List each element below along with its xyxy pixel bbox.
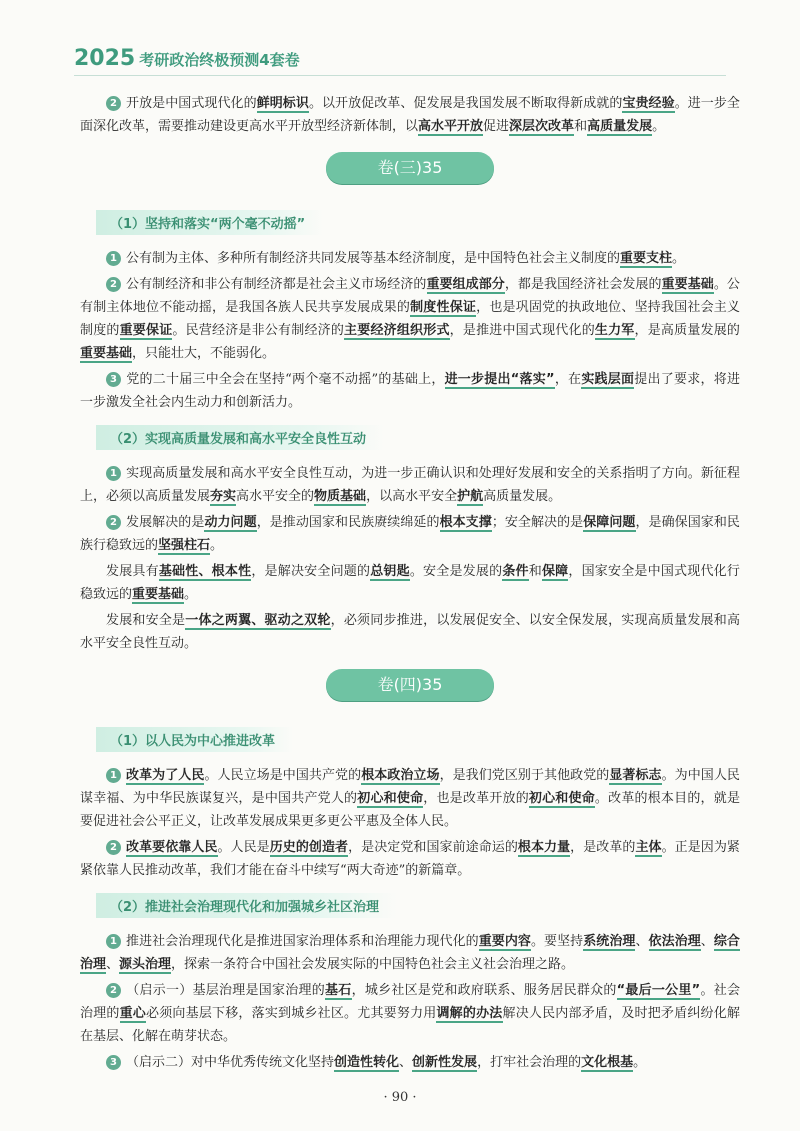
text-run: 。公有制主体地位不能动摇，是我国各族人民共享发展成果的 (80, 277, 740, 315)
keyword-highlight: 保障 (541, 564, 569, 579)
text-run: 。以开放促改革、促发展是我国发展不断取得新成就的 (308, 96, 623, 111)
keyword-highlight: 改革为了人民 (126, 768, 205, 783)
text-run: 和 (574, 119, 588, 134)
text-run: ，是推动国家和民族赓续绵延的 (256, 515, 440, 530)
keyword-highlight: 综合治理 (80, 934, 740, 972)
keyword-highlight: 创造性转化 (334, 1055, 400, 1070)
keyword-highlight: 主要经济组织形式 (344, 323, 450, 338)
text-run: 提出了要求，将进一步激发全社会内生动力和创新活力。 (80, 372, 740, 410)
keyword-highlight: 动力问题 (204, 515, 257, 530)
text-run: 。人民立场是中国共产党的 (204, 768, 362, 783)
text-run: 高质量发展。 (483, 489, 562, 504)
text-run: 、 (399, 1055, 413, 1070)
keyword-highlight: 根本力量 (517, 840, 571, 855)
text-run: 。正是因为紧紧依靠人民推动改革，我们才能在奋斗中续写“两大奇迹”的新篇章。 (80, 840, 740, 878)
paragraph (80, 979, 740, 1048)
keyword-highlight: 系统治理 (583, 934, 636, 949)
paragraph (80, 836, 740, 882)
keyword-highlight: 坚强柱石 (158, 538, 211, 553)
text-run: ，也是巩固党的执政地位、坚持我国社会主义制度的 (80, 300, 740, 338)
keyword-highlight: 生力军 (594, 323, 635, 338)
paragraph (80, 609, 740, 655)
keyword-highlight: 初心和使命 (528, 791, 595, 806)
text-run: ，是推进中国式现代化的 (449, 323, 595, 338)
text-run: ，国家安全是中国式现代化行稳致远的 (80, 564, 740, 602)
header-divider (74, 75, 726, 76)
text-run: ，是我们党区别于其他政党的 (439, 768, 610, 783)
paragraph (80, 511, 740, 557)
text-run: 解决人民内部矛盾，及时把矛盾纠纷化解在基层、化解在萌芽状态。 (80, 1006, 740, 1044)
text-run: 党的二十届三中全会在坚持“两个毫不动摇”的基础上， (126, 372, 445, 387)
keyword-highlight: 重要内容 (478, 934, 531, 949)
keyword-highlight: 制度性保证 (410, 300, 477, 315)
paragraph (80, 273, 740, 365)
keyword-highlight: 创新性发展 (412, 1055, 478, 1070)
item-number-badge: 2 (106, 983, 121, 998)
keyword-highlight: 历史的创造者 (269, 840, 349, 855)
item-number-badge: 2 (106, 840, 121, 855)
item-number-badge: 2 (106, 515, 121, 530)
text-run: ，都是我国经济社会发展的 (504, 277, 662, 292)
text-run: 公有制经济和非公有制经济都是社会主义市场经济的 (126, 277, 427, 292)
keyword-highlight: 调解的办法 (436, 1006, 503, 1021)
text-run: 促进 (483, 119, 510, 134)
item-number-badge: 1 (106, 934, 121, 949)
text-run: 发展解决的是 (126, 515, 205, 530)
text-run: 推进社会治理现代化是推进国家治理体系和治理能力现代化的 (126, 934, 479, 949)
section-banner: 卷(三)35 (326, 152, 494, 184)
text-run: 。安全是发展的 (409, 564, 503, 579)
text-run: ，是决定党和国家前途命运的 (348, 840, 518, 855)
keyword-highlight: 重心 (119, 1006, 147, 1021)
item-number-badge: 3 (106, 1055, 121, 1070)
paragraph (80, 368, 740, 414)
text-run: 发展和安全是 (106, 613, 186, 628)
keyword-highlight: 显著标志 (609, 768, 662, 783)
header-year: 2025 (74, 46, 136, 71)
paragraph (80, 1051, 740, 1074)
keyword-highlight: 源头治理 (119, 957, 172, 972)
item-number-badge: 1 (106, 466, 121, 481)
keyword-highlight: 护航 (457, 489, 484, 504)
text-run: ，打牢社会治理的 (477, 1055, 582, 1070)
text-run: 必须向基层下移，落实到城乡社区。尤其要努力用 (146, 1006, 437, 1021)
keyword-highlight: 主体 (635, 840, 662, 855)
keyword-highlight: 重要基础 (661, 277, 714, 292)
text-run: ；安全解决的是 (491, 515, 584, 530)
section-banner-row (80, 669, 740, 703)
subsection-title: （2）推进社会治理现代化和加强城乡社区治理 (96, 893, 397, 918)
keyword-highlight: 进一步提出“落实” (444, 372, 555, 387)
text-run: ，是确保国家和民族行稳致远的 (80, 515, 740, 553)
text-run: 实现高质量发展和高水平安全良性互动，为进一步正确认识和处理好发展和安全的关系指明了方向。新征程上，必须以高质量发展 (80, 466, 740, 504)
text-run: ，是高质量发展的 (634, 323, 740, 338)
keyword-highlight: “最后一公里” (616, 983, 701, 998)
text-run: ，只能壮大，不能弱化。 (132, 346, 276, 361)
keyword-highlight: 文化根基 (581, 1055, 634, 1070)
paragraph (80, 930, 740, 976)
text-run: 。为中国人民谋幸福、为中华民族谋复兴，是中国共产党人的 (80, 768, 740, 806)
keyword-highlight: 鲜明标识 (256, 96, 309, 111)
keyword-highlight: 夯实 (210, 489, 237, 504)
paragraph (80, 560, 740, 606)
text-run: 、 (700, 934, 714, 949)
keyword-highlight: 重要基础 (132, 587, 185, 602)
text-run: 。 (672, 251, 686, 266)
keyword-highlight: 保障问题 (583, 515, 636, 530)
text-run: 。社会治理的 (80, 983, 740, 1021)
keyword-highlight: 重要基础 (80, 346, 133, 361)
keyword-highlight: 根本支撑 (439, 515, 492, 530)
keyword-highlight: 初心和使命 (357, 791, 424, 806)
text-run: 公有制为主体、多种所有制经济共同发展等基本经济制度，是中国特色社会主义制度的 (126, 251, 621, 266)
text-run: 。 (633, 1055, 647, 1070)
text-run: 。改革的根本目的，就是要促进社会公平正义，让改革发展成果更多更公平惠及全体人民。 (80, 791, 740, 829)
item-number-badge: 1 (106, 768, 121, 783)
item-number-badge: 3 (106, 372, 121, 387)
page-content (80, 92, 740, 1077)
text-run: 。进一步全面深化改革，需要推动建设更高水平开放型经济新体制，以 (80, 96, 740, 134)
text-run: 发展具有 (106, 564, 159, 579)
keyword-highlight: 条件 (502, 564, 529, 579)
paragraph (80, 92, 740, 138)
item-number-badge: 2 (106, 277, 121, 292)
text-run: 、 (106, 957, 120, 972)
header-title: 考研政治终极预测4套卷 (139, 51, 300, 69)
section-banner: 卷(四)35 (326, 669, 494, 701)
keyword-highlight: 改革要依靠人民 (126, 840, 218, 855)
keyword-highlight: 重要保证 (119, 323, 173, 338)
item-number-badge: 1 (106, 251, 121, 266)
keyword-highlight: 基石 (325, 983, 352, 998)
text-run: ，也是改革开放的 (423, 791, 529, 806)
keyword-highlight: 总钥匙 (370, 564, 410, 579)
keyword-highlight: 高水平开放 (418, 119, 484, 134)
keyword-highlight: 宝贵经验 (622, 96, 675, 111)
text-run: 、 (635, 934, 649, 949)
section-banner-row (80, 152, 740, 186)
paragraph (80, 462, 740, 508)
text-run: （启示一）基层治理是国家治理的 (126, 983, 326, 998)
paragraph (80, 247, 740, 270)
subsection-title: （1）坚持和落实“两个毫不动摇” (96, 210, 323, 235)
text-run: 。 (184, 587, 198, 602)
text-run: 开放是中国式现代化的 (126, 96, 257, 111)
text-run: 。人民是 (217, 840, 270, 855)
text-run: 。民营经济是非公有制经济的 (172, 323, 345, 338)
subsection-title: （2）实现高质量发展和高水平安全良性互动 (96, 425, 384, 450)
keyword-highlight: 物质基础 (314, 489, 367, 504)
text-run: 和 (528, 564, 542, 579)
text-run: 高水平安全的 (236, 489, 315, 504)
keyword-highlight: 根本政治立场 (361, 768, 440, 783)
text-run: 。 (210, 538, 224, 553)
text-run: ，是解决安全问题的 (251, 564, 371, 579)
text-run: ，以高水平安全 (366, 489, 458, 504)
text-run: ，是改革的 (570, 840, 636, 855)
text-run: ，城乡社区是党和政府联系、服务居民群众的 (351, 983, 617, 998)
paragraph (80, 764, 740, 833)
text-run: ，必须同步推进，以发展促安全、以安全保发展，实现高质量发展和高水平安全良性互动。 (80, 613, 740, 651)
keyword-highlight: 重要支柱 (620, 251, 673, 266)
keyword-highlight: 深层次改革 (509, 119, 575, 134)
text-run: 。要坚持 (530, 934, 584, 949)
keyword-highlight: 实践层面 (581, 372, 635, 387)
subsection-title: （1）以人民为中心推进改革 (96, 727, 293, 752)
keyword-highlight: 高质量发展 (587, 119, 653, 134)
text-run: ，在 (554, 372, 582, 387)
keyword-highlight: 基础性、根本性 (158, 564, 252, 579)
keyword-highlight: 一体之两翼、驱动之双轮 (185, 613, 331, 628)
text-run: ，探索一条符合中国社会发展实际的中国特色社会主义社会治理之路。 (171, 957, 575, 972)
text-run: 。 (652, 119, 666, 134)
keyword-highlight: 依法治理 (648, 934, 701, 949)
keyword-highlight: 重要组成部分 (426, 277, 505, 292)
page-number: · 90 · (383, 1090, 417, 1105)
text-run: （启示二）对中华优秀传统文化坚持 (126, 1055, 335, 1070)
page-header (74, 46, 300, 71)
item-number-badge: 2 (106, 96, 121, 111)
